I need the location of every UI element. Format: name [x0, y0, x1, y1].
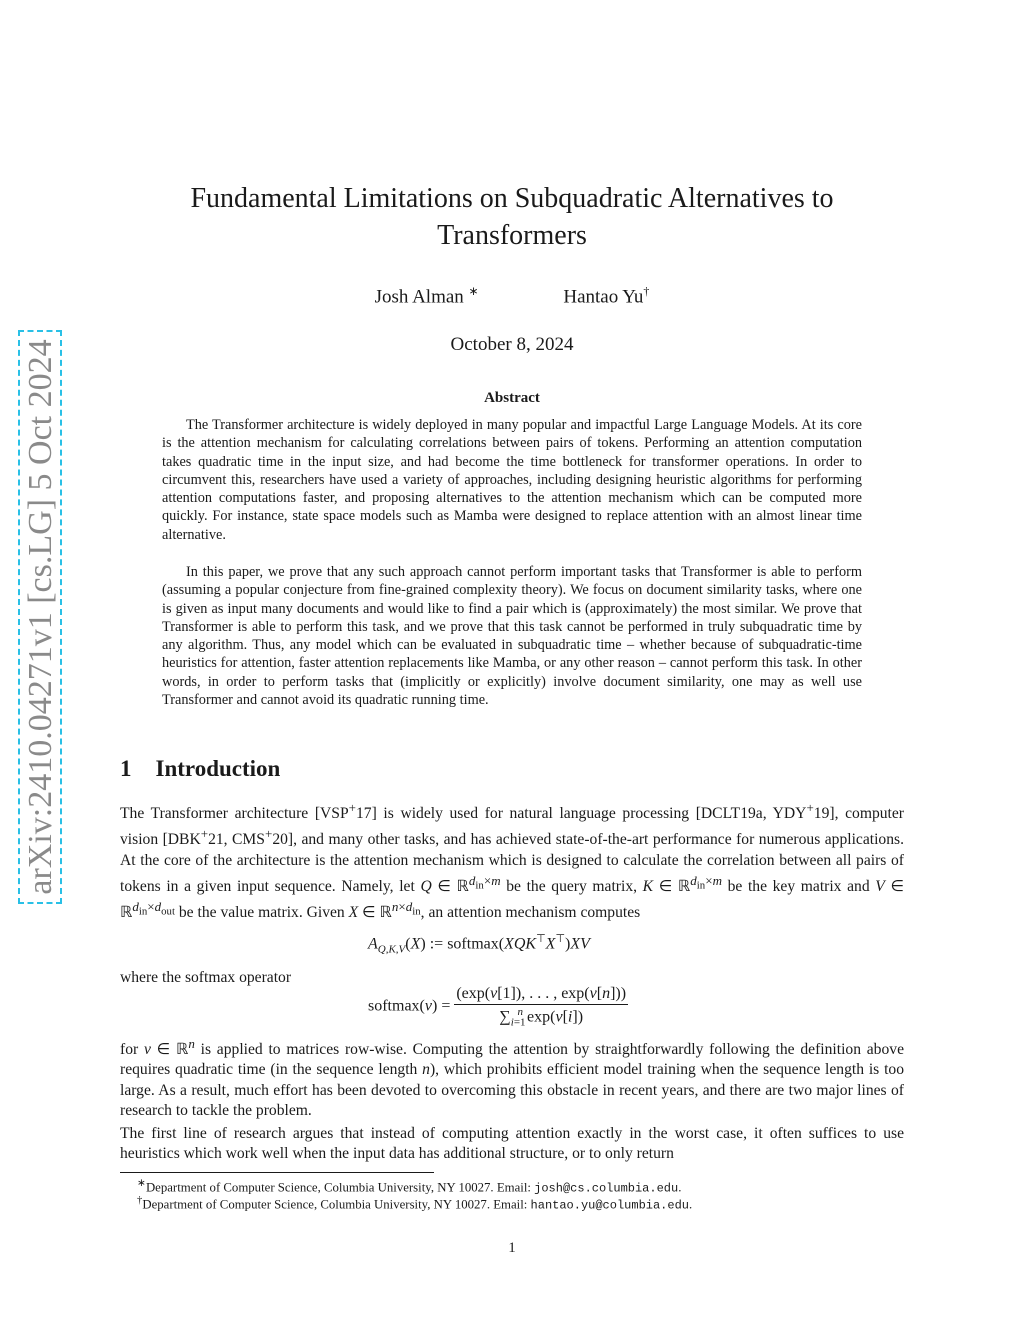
author-list	[0, 284, 1024, 308]
footnote-mark: †	[643, 284, 650, 298]
footnote-1: ∗Department of Computer Science, Columbia University, NY 10027. Email: josh@cs.columbia.edu.	[137, 1178, 682, 1196]
intro-paragraph-3: The first line of research argues that instead of computing attention exactly in the worst case, it often suffices to use heuristics which work well when the input data has additional structure, or to only return	[120, 1125, 904, 1163]
abstract-heading: Abstract	[484, 390, 540, 406]
email-link[interactable]: hantao.yu@columbia.edu	[530, 1198, 689, 1213]
footnote-mark: ∗	[468, 284, 479, 298]
section-title: Introduction	[155, 756, 281, 781]
softmax-fraction: $\frac{(\exp(v[1]), . . . , \exp(v[n]))}{\sum_{i=1}^n \exp(v[i])}$	[456, 985, 627, 1029]
footnote-divider	[120, 1172, 434, 1173]
softmax-equation: softmax(v) = $\frac{(\exp(v[1]), . . . , \exp(v[n]))}{\sum_{i=1}^n \exp(v[i])}$	[368, 985, 627, 1029]
author-name: Josh Alman	[374, 286, 464, 308]
author-name: Hantao Yu	[563, 286, 644, 308]
email-link[interactable]: josh@cs.columbia.edu	[534, 1181, 679, 1196]
paper-title: Fundamental Limitations on Subquadratic Alternatives to Transformers	[190, 183, 834, 251]
softmax-intro: where the softmax operator	[120, 969, 292, 986]
abstract-paragraph-2: In this paper, we prove that any such approach cannot perform important tasks that Transformer is able to perform (assuming a popular conjecture from fine-grained complexity theory). We focus on document similarity tasks, where one is given as input many documents and would like to find a pair which is (approximately) the most similar. We prove that Transformer is able to perform this task, and we prove that this task cannot be performed in truly subquadratic time by any algorithm. Thus, any model which can be evaluated in subquadratic time – whether because of subquadratic-time heuristics for attention, faster attention replacements like Mamba, or any other reason – cannot perform this task. In other words, in order to perform tasks that (implicitly or explicitly) involve document similarity, one may as well use Transformer and cannot avoid its quadratic running time.	[162, 564, 862, 709]
page-number: 1	[508, 1240, 516, 1256]
footnote-2: †Department of Computer Science, Columbia University, NY 10027. Email: hantao.yu@columbia.edu.	[137, 1195, 693, 1213]
arxiv-identifier: arXiv:2410.04271v1 [cs.LG] 5 Oct 2024	[22, 339, 59, 895]
paper-date: October 8, 2024	[450, 334, 574, 355]
author-1	[375, 284, 479, 308]
section-heading	[120, 756, 280, 782]
abstract-paragraph-1: The Transformer architecture is widely deployed in many popular and impactful Large Language Models. At its core is the attention mechanism for calculating correlations between pairs of tokens. Performing an attention computation takes quadratic time in the input size, and had become the time bottleneck for transformer operations. In order to circumvent this, researchers have used a variety of approaches, including designing heuristic algorithms for performing attention computations faster, and proposing alternatives to the attention mechanism which can be computed more quickly. For instance, state space models such as Mamba were designed to replace attention with an almost linear time alternative.	[162, 417, 862, 543]
author-2	[563, 284, 649, 308]
attention-equation: $A_{Q,K,V}(X)$ := softmax(XQK⊤X⊤)XV	[368, 933, 590, 956]
intro-paragraph-2: for v ∈ ℝ$^n$ is applied to matrices row-wise. Computing the attention by straightforwardly following the definition above requires quadratic time (in the sequence length n), which prohibits efficient model training when the sequence length is too large. As a result, much effort has been devoted to overcoming this obstacle in recent years, and there are two major lines of research to tackle the problem.	[120, 1036, 904, 1119]
section-number: 1	[120, 756, 132, 781]
intro-paragraph-1: The Transformer architecture [VSP+17] is widely used for natural language processing [DCLT19a, YDY+19], computer vision [DBK+21, CMS+20], and many other tasks, and has achieved state-of-the-art performance for numerous applications. At the core of the architecture is the attention mechanism which is designed to calculate the correlation between all pairs of tokens in a given input sequence. Namely, let Q ∈ ℝ$^{d_{in}\times m}$ be the query matrix, K ∈ ℝ$^{d_{in}\times m}$ be the key matrix and V ∈ ℝ$^{d_{in}\times d_{out}}$ be the value matrix. Given X ∈ ℝ$^{n\times d_{in}}$, an attention mechanism computes	[120, 800, 905, 922]
